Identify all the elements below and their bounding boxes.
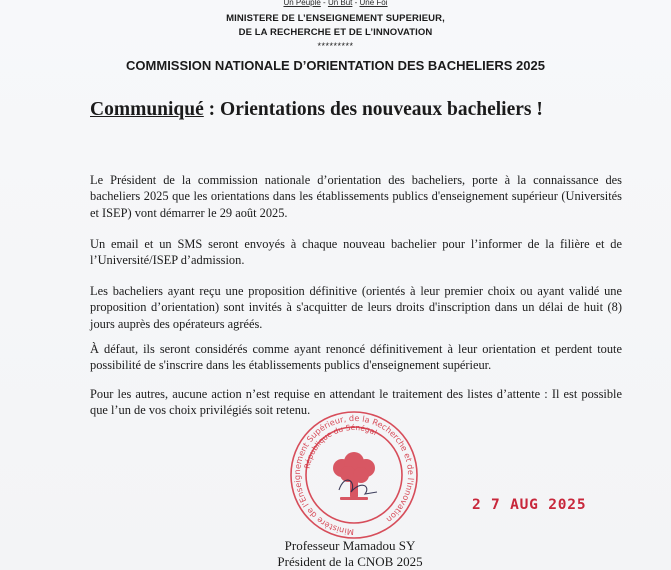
communique-title [90,99,543,121]
date-stamp: 2 7 AUG 2025 [472,497,587,513]
communique-subject: : Orientations des nouveaux bacheliers ! [203,99,543,120]
paragraph-3: Les bacheliers ayant reçu une proposition définitive (orientés à leur premier choix ou ayant validé une proposition d’orientation) sont invités à s'acquitter de leurs droits d'inscription dans un délai de huit (8) jours auprès des opérateurs agréés. [90,284,622,331]
ministry-line-2: DE LA RECHERCHE ET DE L’INNOVATION [238,27,433,38]
signatory-name: Professeur Mamadou SY [284,538,416,553]
paragraph-5: Pour les autres, aucune action n’est requise en attendant le traitement des listes d’attente : Il est possible que l’un de vos choix privilégiés soit retenu. [90,387,622,418]
seal-top-textpath: République du Sénégal [302,422,379,470]
motto-part-2: Un But [327,0,353,7]
signature-block [250,538,450,570]
ministry-line-1: MINISTERE DE L’ENSEIGNEMENT SUPERIEUR, [226,13,445,24]
communique-label: Communiqué [90,99,204,120]
paragraph-1: Le Président de la commission nationale d’orientation des bacheliers, porte à la connaissance des bacheliers 2025 que les orientations dans les établissements publics d'enseignement supérieur (Universités et ISEP) vont démarrer le 29 août 2025. [90,173,622,220]
motto-part-3: Une Foi [359,0,388,7]
signatory-role: Président de la CNOB 2025 [277,554,423,569]
motto-part-1: Un Peuple [283,0,321,7]
commission-title: COMMISSION NATIONALE D’ORIENTATION DES BACHELIERS 2025 [126,58,545,73]
separator-stars: ********* [317,41,354,51]
paragraph-4: À défaut, ils seront considérés comme ayant renoncé définitivement à leur orientation et perdent toute possibilité de s'inscrire dans les établissements publics d'enseignement supérieur. [90,342,622,373]
seal-ring-textpath: Ministère de l'Enseignement Supérieur, de la Recherche et de l'Innovation [291,412,417,538]
ministry-header [0,12,671,40]
baobab-tree-icon [333,452,375,500]
official-seal-stamp [287,408,421,542]
national-motto: Un Peuple - Un But - Une Foi [283,0,388,7]
paragraph-2: Un email et un SMS seront envoyés à chaque nouveau bachelier pour l’informer de la filière et de l’Université/ISEP d’admission. [90,237,622,268]
